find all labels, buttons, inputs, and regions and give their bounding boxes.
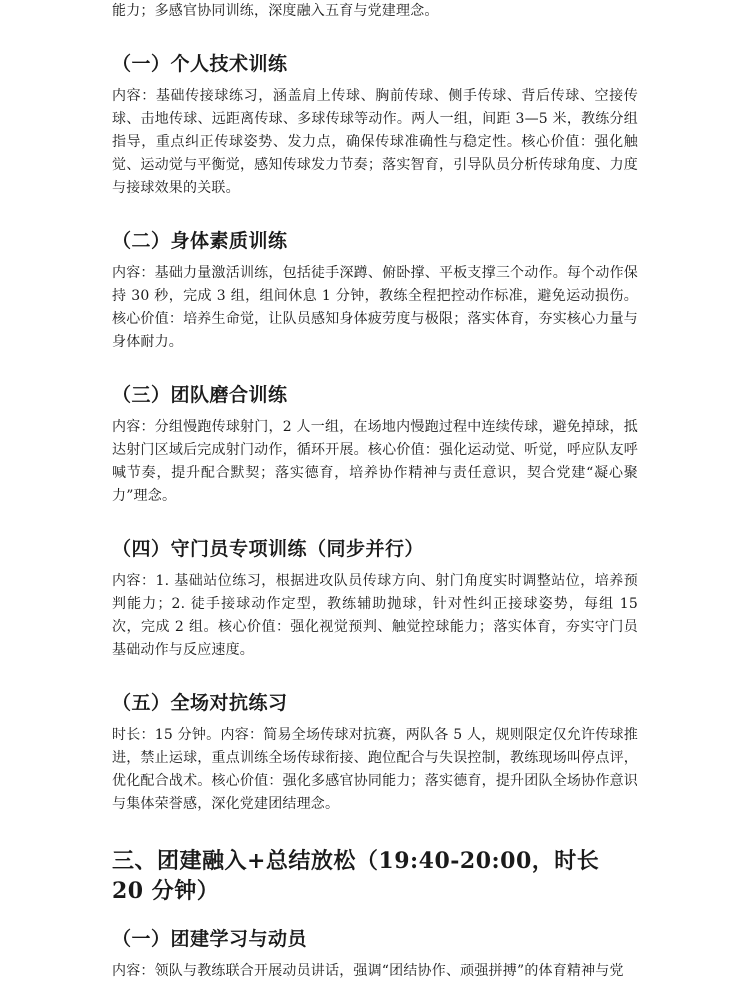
section-body: 内容：分组慢跑传球射门，2 人一组，在场地内慢跑过程中连续传球，避免掉球，抵达射门区域后完成射门动作，循环开展。核心价值：强化运动觉、听觉，呼应队友呼喊节奏，提升配合默契；落实德育，培养协作精神与责任意识，契合党建“凝心聚力”理念。 (112, 419, 638, 504)
section-body: 时长：15 分钟。内容：简易全场传球对抗赛，两队各 5 人，规则限定仅允许传球推进，禁止运球，重点训练全场传球衔接、跑位配合与失误控制，教练现场叫停点评，优化配合战术。核心价值：强化多感官协同能力；落实德育，提升团队全场协作意识与集体荣誉感，深化党建团结理念。 (112, 727, 638, 812)
section-goalkeeper-training (112, 536, 638, 662)
section-body: 内容：1. 基础站位练习，根据进攻队员传球方向、射门角度实时调整站位，培养预判能力；2. 徒手接球动作定型，教练辅助抛球，针对性纠正接球姿势，每组 15 次，完成 2 组。核心价值：强化视觉预判、触觉控球能力；落实体育，夯实守门员基础动作与反应速度。 (112, 573, 638, 658)
section-body: 内容：领队与教练联合开展动员讲话，强调“团结协作、顽强拼搏”的体育精神与党 (112, 963, 624, 979)
section-individual-technique (112, 51, 638, 200)
section-team-building (112, 926, 638, 983)
section-heading: （五）全场对抗练习 (112, 692, 288, 714)
section-heading: （一）团建学习与动员 (112, 928, 308, 950)
section-heading: （一）个人技术训练 (112, 53, 288, 75)
section-team-coordination (112, 382, 638, 508)
section-heading: （四）守门员专项训练（同步并行） (112, 538, 425, 560)
intro-tail: 能力；多感官协同训练，深度融入五育与党建理念。 (112, 3, 439, 19)
section-heading: （三）团队磨合训练 (112, 384, 288, 406)
part-heading: 三、团建融入+总结放松（19:40-20:00，时长 20 分钟） (112, 848, 600, 904)
section-body: 内容：基础传接球练习，涵盖肩上传球、胸前传球、侧手传球、背后传球、空接传球、击地传球、远距离传球、多球传球等动作。两人一组，间距 3—5 米，教练分组指导，重点纠正传球姿势、发力点，确保传球准确性与稳定性。核心价值：强化触觉、运动觉与平衡觉，感知传球发力节奏；落实智育，引导队员分析传球角度、力度与接球效果的关联。 (112, 88, 638, 196)
section-heading: （二）身体素质训练 (112, 230, 288, 252)
section-full-court-scrimmage (112, 690, 638, 816)
section-body: 内容：基础力量激活训练，包括徒手深蹲、俯卧撑、平板支撑三个动作。每个动作保持 30 秒，完成 3 组，组间休息 1 分钟，教练全程把控动作标准，避免运动损伤。核心价值：培养生命觉，让队员感知身体疲劳度与极限；落实体育，夯实核心力量与身体耐力。 (112, 265, 638, 350)
part-three (112, 846, 638, 906)
section-physical-fitness (112, 228, 638, 354)
